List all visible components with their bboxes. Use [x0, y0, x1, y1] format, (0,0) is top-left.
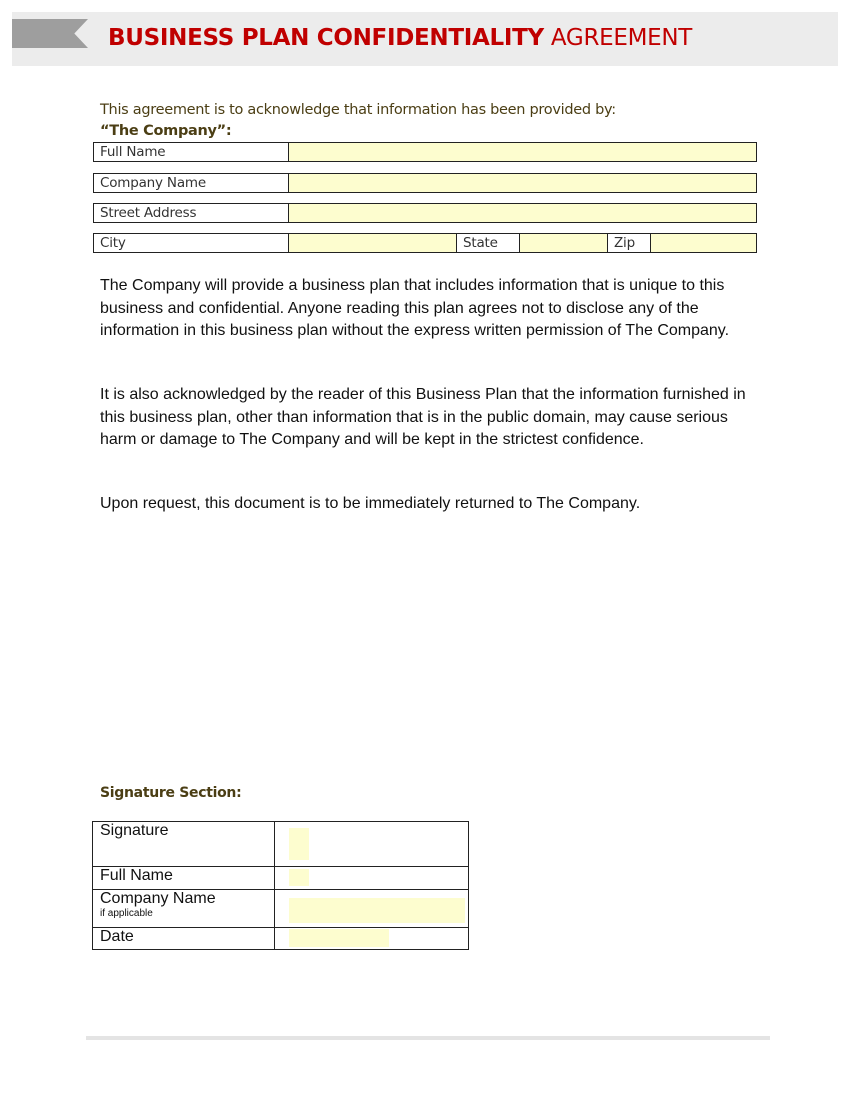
- body-paragraph-1: The Company will provide a business plan that includes information that is unique to this business and confidential. Anyone reading this plan agrees not to disclose any of the information in this business plan without the express written permission of The Company.: [100, 277, 730, 339]
- body-paragraph-2: It is also acknowledged by the reader of this Business Plan that the information furnished in this business plan, other than information that is in the public domain, may cause serious harm or damage to The Company and will be kept in the strictest confidence.: [100, 386, 746, 448]
- sig-date-label: [93, 928, 275, 950]
- city-label: City: [94, 234, 289, 252]
- signature-highlight: [289, 828, 309, 860]
- page-title: [108, 22, 692, 54]
- body-paragraph-3: Upon request, this document is to be immediately returned to The Company.: [100, 495, 641, 512]
- title-bold: BUSINESS PLAN CONFIDENTIALITY: [108, 25, 544, 51]
- company-name-label: Company Name: [94, 174, 289, 192]
- city-state-zip-row: [93, 233, 757, 253]
- sig-full-name-label: [93, 867, 275, 890]
- title-rest: AGREEMENT: [550, 25, 693, 51]
- sig-date-row: [93, 928, 469, 950]
- company-name-field[interactable]: [289, 174, 756, 192]
- street-address-row: [93, 203, 757, 223]
- sig-full-name-text: Full Name: [100, 867, 173, 884]
- sig-company-name-highlight: [289, 898, 465, 923]
- state-field[interactable]: [520, 234, 608, 252]
- sig-company-name-text: Company Name: [100, 890, 216, 907]
- sig-date-field[interactable]: [275, 928, 469, 950]
- sig-date-highlight: [289, 929, 389, 947]
- zip-label: Zip: [608, 234, 651, 252]
- signature-field[interactable]: [275, 822, 469, 867]
- signature-row: [93, 822, 469, 867]
- street-address-label: Street Address: [94, 204, 289, 222]
- signature-section-label: Signature Section:: [100, 785, 242, 801]
- company-name-row: [93, 173, 757, 193]
- full-name-field[interactable]: [289, 143, 756, 161]
- if-applicable-note: if applicable: [100, 908, 153, 919]
- sig-full-name-highlight: [289, 869, 309, 886]
- sig-date-text: Date: [100, 928, 134, 945]
- sig-full-name-field[interactable]: [275, 867, 469, 890]
- sig-company-name-label: [93, 890, 275, 928]
- full-name-label: Full Name: [94, 143, 289, 161]
- signature-table: [92, 821, 469, 950]
- company-label: “The Company”:: [100, 123, 232, 139]
- signature-label-text: Signature: [100, 822, 169, 839]
- footer-divider: [86, 1036, 770, 1040]
- street-address-field[interactable]: [289, 204, 756, 222]
- zip-field[interactable]: [651, 234, 756, 252]
- sig-company-name-row: [93, 890, 469, 928]
- city-field[interactable]: [289, 234, 457, 252]
- full-name-row: [93, 142, 757, 162]
- signature-label: [93, 822, 275, 867]
- sig-full-name-row: [93, 867, 469, 890]
- sig-company-name-field[interactable]: [275, 890, 469, 928]
- state-label: State: [457, 234, 520, 252]
- intro-text: This agreement is to acknowledge that information has been provided by:: [100, 102, 616, 118]
